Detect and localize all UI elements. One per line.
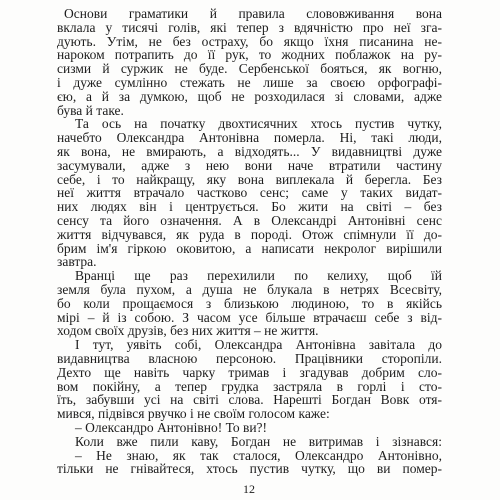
text-line: їть, забувши усі на світі слова. Нарешті Богдан Вовк отя-: [57, 392, 442, 408]
page-number: 12: [243, 482, 255, 496]
text-line: дують. Утім, не без остраху, бо якщо їхня писанина не-: [57, 33, 442, 49]
dialogue-paragraph: [57, 421, 442, 435]
paragraph: [57, 435, 442, 449]
text-line: життя відчувався, як руда в породі. Отож спімнули її до-: [57, 226, 442, 242]
text-line: себе, і то найкращу, яку вона виплекала й берегла. Без: [57, 171, 442, 187]
text-line: видавництва власною персоною. Працівники сторопіли.: [57, 350, 442, 366]
text-line: І тут, уявіть собі, Олександра Антонівна завітала до: [75, 337, 442, 353]
text-line: земля була пухом, а душа не блукала в нетрях Всесвіту,: [57, 281, 442, 297]
text-line: сенсу та його означення. А в Олександрі Антонівні сенс: [57, 212, 442, 228]
text-line: Основи граматики й правила слововживання вона: [64, 6, 442, 21]
paragraph: [57, 117, 442, 269]
text-line: ходом своїх друзів, без них життя – не життя.: [57, 323, 319, 339]
text-line: начебто Олександра Антонівна померла. Ні, такі люди,: [57, 130, 442, 146]
text-line: Коли вже пили каву, Богдан не витримав і зізнався:: [75, 433, 442, 449]
paragraph: [57, 269, 442, 338]
text-line: засумували, адже з нею вони наче втратили частину: [57, 157, 442, 173]
text-line: як вона, не вмирають, а відходять... У видавництві дуже: [57, 143, 442, 159]
text-line: – Олександро Антонівно! То ви?!: [75, 419, 268, 435]
text-line: мився, підвівся рвучко і не своїм голосом каже:: [57, 406, 330, 422]
text-line: Дехто ще навіть чарку тримав і згадував добрим сло-: [57, 364, 442, 380]
text-body: [57, 7, 442, 476]
paragraph: [57, 338, 442, 421]
text-line: і дуже сумлінно стежать не лише за своєю орфографі-: [57, 74, 442, 90]
text-line: бо коли прощаємося з близькою людиною, то в якійсь: [57, 295, 442, 311]
text-line: них людях він і центрується. Бо жити на світі – без: [57, 199, 442, 215]
text-line: Та ось на початку двохтисячних хтось пустив чутку,: [75, 116, 442, 132]
text-line: тільки не гнівайтеся, хтось пустив чутку, що ви помер-: [57, 461, 442, 477]
paragraph: [57, 7, 442, 117]
text-line: мірі – й із собою. З часом усе більше втрачаєш себе з від-: [57, 309, 442, 325]
text-line: нароком потрапить до її рук, то жодних поблажок на ру-: [57, 47, 442, 63]
dialogue-paragraph: [57, 449, 442, 477]
text-line: брим ім'я гіркою оковитою, а написати некролог вирішили: [57, 240, 442, 256]
text-line: сизми й суржик не буде. Сербенської бояться, як вогню,: [57, 61, 442, 77]
text-line: єю, а й за думкою, щоб не розходилася зі словами, адже: [57, 88, 442, 104]
text-line: завтра.: [57, 254, 97, 270]
text-line: Вранці ще раз перехилили по келиху, щоб їй: [75, 268, 442, 284]
text-line: неї життя втрачало частково сенс; саме у таких видат-: [57, 185, 442, 201]
text-line: вклала у тисячі голів, які тепер з вдячністю про неї зга-: [57, 19, 442, 35]
text-line: вом покійну, а тепер грудка застряла в горлі і сто-: [57, 378, 442, 394]
text-line: бува й таке.: [57, 102, 124, 118]
text-line: – Не знаю, як так сталося, Олександро Антонівно,: [75, 447, 442, 463]
